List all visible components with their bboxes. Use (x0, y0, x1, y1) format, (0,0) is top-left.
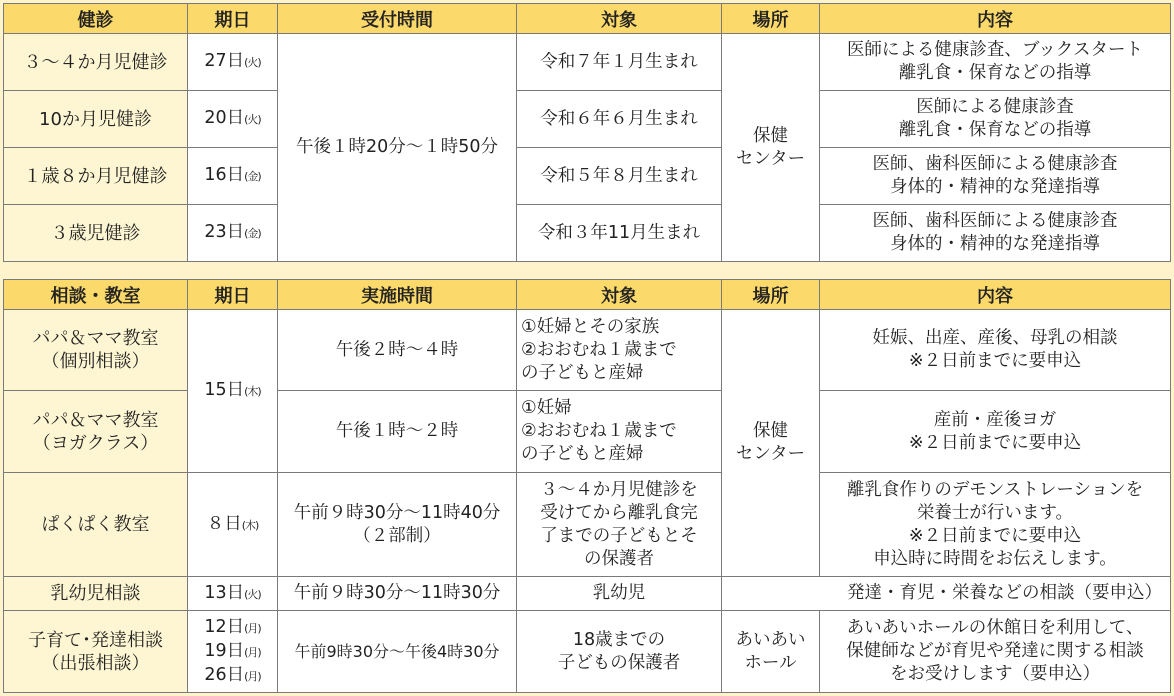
checkup-target: 令和７年１月生まれ (517, 34, 722, 91)
class-content: あいあいホールの休館日を利用して、 保健師などが育児や発達に関する相談 をお受けします（要申込） (820, 611, 1171, 693)
class-target: ①妊婦とその家族 ②おおむね１歳まで の子どもと産婦 (517, 310, 722, 391)
checkup-target: 令和３年11月生まれ (517, 205, 722, 262)
class-name: 乳幼児相談 (4, 577, 188, 611)
checkup-name: ３歳児健診 (4, 205, 188, 262)
table-header-row (4, 280, 1171, 310)
class-date: 12日(月) 19日(月) 26日(月) (188, 611, 278, 693)
class-time: 午前９時30分～11時40分 （２部制） (278, 473, 517, 577)
table-row (4, 391, 1171, 473)
header-place: 場所 (722, 4, 820, 34)
header-session-time: 実施時間 (278, 280, 517, 310)
checkup-date: 27日(火) (188, 34, 278, 91)
checkup-name: １歳８か月児健診 (4, 148, 188, 205)
table-row (4, 473, 1171, 577)
class-content: 離乳食作りのデモンストレーションを 栄養士が行います。 ※２日前までに要申込 申込時に時間をお伝えします。 (820, 473, 1171, 577)
checkup-name: ３～４か月児健診 (4, 34, 188, 91)
header-content: 内容 (820, 280, 1171, 310)
table-row (4, 91, 1171, 148)
class-content: 妊娠、出産、産後、母乳の相談 ※２日前までに要申込 (820, 310, 1171, 391)
checkup-name: 10か月児健診 (4, 91, 188, 148)
class-name: パパ＆ママ教室 （ヨガクラス） (4, 391, 188, 473)
checkup-place: 保健 センター (722, 34, 820, 262)
checkup-date: 23日(金) (188, 205, 278, 262)
table-row (4, 577, 1171, 611)
header-date: 期日 (188, 280, 278, 310)
checkup-content: 医師による健康診査 離乳食・保育などの指導 (820, 91, 1171, 148)
class-time: 午前９時30分～11時30分 (278, 577, 517, 611)
class-content: 発達・育児・栄養などの相談（要申込） (722, 577, 1171, 611)
checkup-content: 医師、歯科医師による健康診査 身体的・精神的な発達指導 (820, 205, 1171, 262)
header-reception-time: 受付時間 (278, 4, 517, 34)
checkup-schedule-table (3, 3, 1171, 262)
class-time: 午後２時～４時 (278, 310, 517, 391)
class-date: ８日(木) (188, 473, 278, 577)
class-time: 午後１時～２時 (278, 391, 517, 473)
class-name: 子育て･発達相談 （出張相談） (4, 611, 188, 693)
table-row (4, 148, 1171, 205)
checkup-content: 医師による健康診査、ブックスタート 離乳食・保育などの指導 (820, 34, 1171, 91)
checkup-date: 16日(金) (188, 148, 278, 205)
header-target: 対象 (517, 280, 722, 310)
header-date: 期日 (188, 4, 278, 34)
header-target: 対象 (517, 4, 722, 34)
checkup-target: 令和５年８月生まれ (517, 148, 722, 205)
table-row (4, 34, 1171, 91)
class-place: あいあい ホール (722, 611, 820, 693)
class-name: パパ＆ママ教室 （個別相談） (4, 310, 188, 391)
class-place: 保健 センター (722, 310, 820, 577)
checkup-date: 20日(火) (188, 91, 278, 148)
class-date: 13日(火) (188, 577, 278, 611)
table-row (4, 611, 1171, 693)
class-target: ３～４か月児健診を 受けてから離乳食完 了までの子どもとそ の保護者 (517, 473, 722, 577)
header-consult-class: 相談・教室 (4, 280, 188, 310)
class-name: ぱくぱく教室 (4, 473, 188, 577)
consultation-schedule-table (3, 279, 1171, 693)
table-header-row (4, 4, 1171, 34)
header-content: 内容 (820, 4, 1171, 34)
class-time: 午前9時30分～午後4時30分 (278, 611, 517, 693)
class-date: 15日(木) (188, 310, 278, 473)
class-target: 乳幼児 (517, 577, 722, 611)
checkup-content: 医師、歯科医師による健康診査 身体的・精神的な発達指導 (820, 148, 1171, 205)
header-checkup: 健診 (4, 4, 188, 34)
table-row (4, 205, 1171, 262)
class-target: 18歳までの 子どもの保護者 (517, 611, 722, 693)
header-place: 場所 (722, 280, 820, 310)
checkup-target: 令和６年６月生まれ (517, 91, 722, 148)
reception-time: 午後１時20分～１時50分 (278, 34, 517, 262)
class-content: 産前・産後ヨガ ※２日前までに要申込 (820, 391, 1171, 473)
table-row (4, 310, 1171, 391)
class-target: ①妊婦 ②おおむね１歳まで の子どもと産婦 (517, 391, 722, 473)
